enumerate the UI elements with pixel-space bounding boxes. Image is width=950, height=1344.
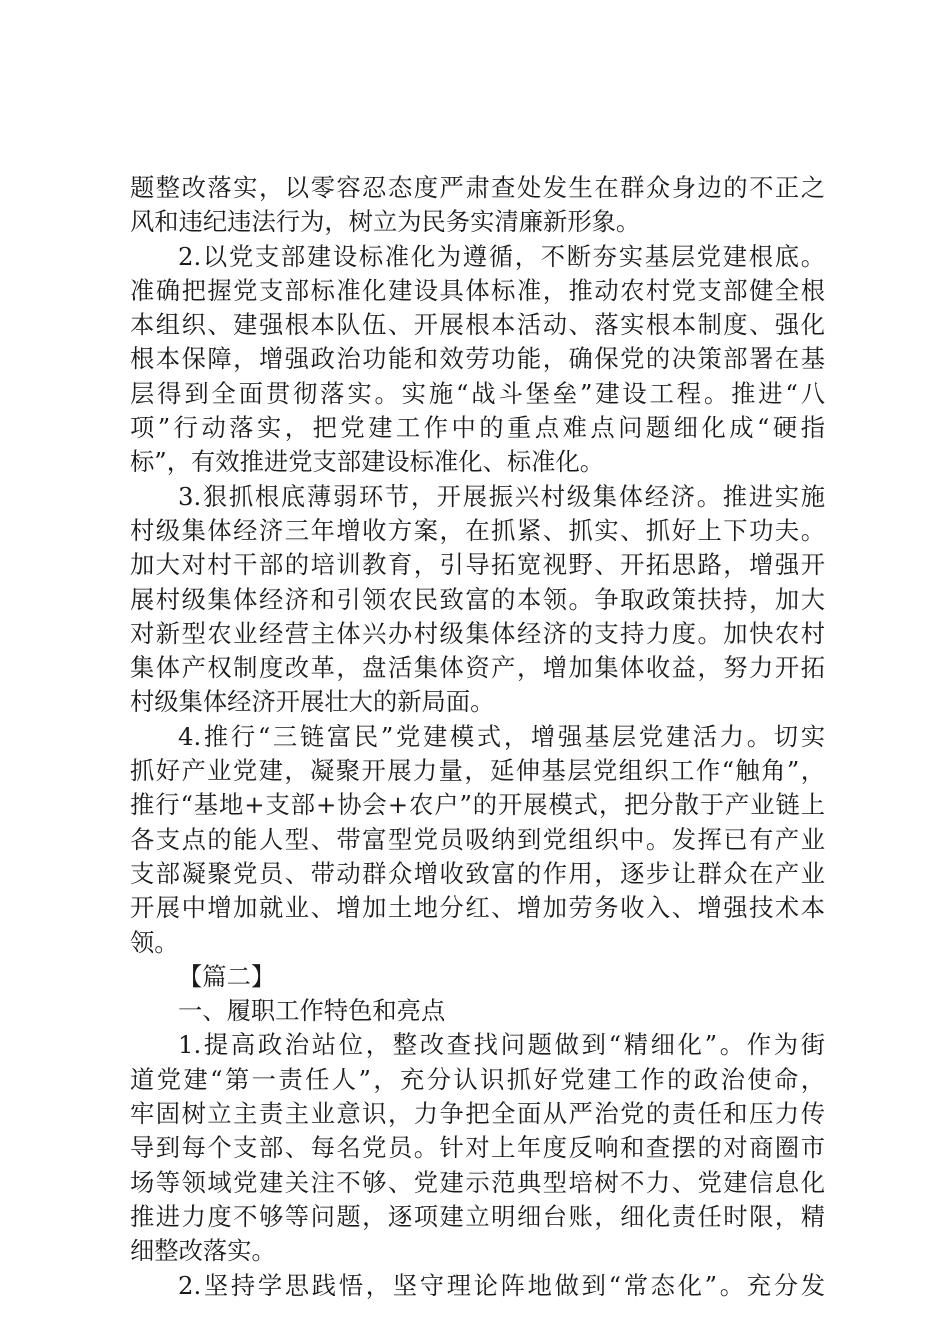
text-line: 1.提高政治站位，整改查找问题做到“精细化”。作为街 [178,1030,825,1060]
text-line: 导到每个支部、每名党员。针对上年度反响和查摆的对商圈市 [130,1133,825,1163]
text-line: 层得到全面贯彻落实。实施“战斗堡垒”建设工程。推进“八 [130,378,825,408]
text-line: 推行“基地+支部+协会+农户”的开展模式，把分散于产业链上 [130,790,825,820]
text-line: 支部凝聚党员、带动群众增收致富的作用，逐步让群众在产业 [130,858,825,888]
text-line: 4.推行“三链富民”党建模式，增强基层党建活力。切实 [178,721,825,751]
text-line: 风和违纪违法行为，树立为民务实清廉新形象。 [130,207,641,237]
text-line: 项”行动落实，把党建工作中的重点难点问题细化成“硬指 [130,413,825,443]
text-line: 牢固树立主责主业意识，力争把全面从严治党的责任和压力传 [130,1099,825,1129]
text-line: 道党建“第一责任人”，充分认识抓好党建工作的政治使命， [130,1064,825,1094]
text-line: 各支点的能人型、带富型党员吸纳到党组织中。发挥已有产业 [130,824,825,854]
text-line: 场等领域党建关注不够、党建示范典型培树不力、党建信息化 [130,1167,825,1197]
text-line: 领。 [130,927,179,957]
text-line: 对新型农业经营主体兴办村级集体经济的支持力度。加快农村 [130,618,825,648]
text-line: 本组织、建强根本队伍、开展根本活动、落实根本制度、强化 [130,310,825,340]
text-line: 集体产权制度改革，盘活集体资产，增加集体收益，努力开拓 [130,653,825,683]
text-line: 开展中增加就业、增加土地分红、增加劳务收入、增强技术本 [130,893,825,923]
text-line: 抓好产业党建，凝聚开展力量，延伸基层党组织工作“触角”， [130,756,825,786]
text-line: 题整改落实，以零容忍态度严肃查处发生在群众身边的不正之 [130,173,825,202]
text-line: 【篇二】 [178,961,276,991]
text-line: 准确把握党支部标准化建设具体标准，推动农村党支部健全根 [130,275,825,305]
text-line: 3.狠抓根底薄弱环节，开展振兴村级集体经济。推进实施 [178,481,825,511]
text-line: 推进力度不够等问题，逐项建立明细台账，细化责任时限，精 [130,1201,825,1231]
text-line: 展村级集体经济和引领农民致富的本领。争取政策扶持，加大 [130,584,825,614]
document-body [130,171,825,1303]
text-line: 标”，有效推进党支部建设标准化、标准化。 [130,447,605,477]
text-line: 加大对村干部的培训教育，引导拓宽视野、开拓思路，增强开 [130,550,825,580]
text-line: 根本保障，增强政治功能和效劳功能，确保党的决策部署在基 [130,344,825,374]
text-line: 村级集体经济开展壮大的新局面。 [130,687,495,717]
text-line: 2.以党支部建设标准化为遵循，不断夯实基层党建根底。 [178,241,825,271]
text-line: 细整改落实。 [130,1236,276,1266]
text-line: 村级集体经济三年增收方案，在抓紧、抓实、抓好上下功夫。 [130,515,825,545]
text-line: 一、履职工作特色和亮点 [178,996,446,1026]
text-line: 2.坚持学思践悟，坚守理论阵地做到“常态化”。充分发 [178,1270,825,1300]
